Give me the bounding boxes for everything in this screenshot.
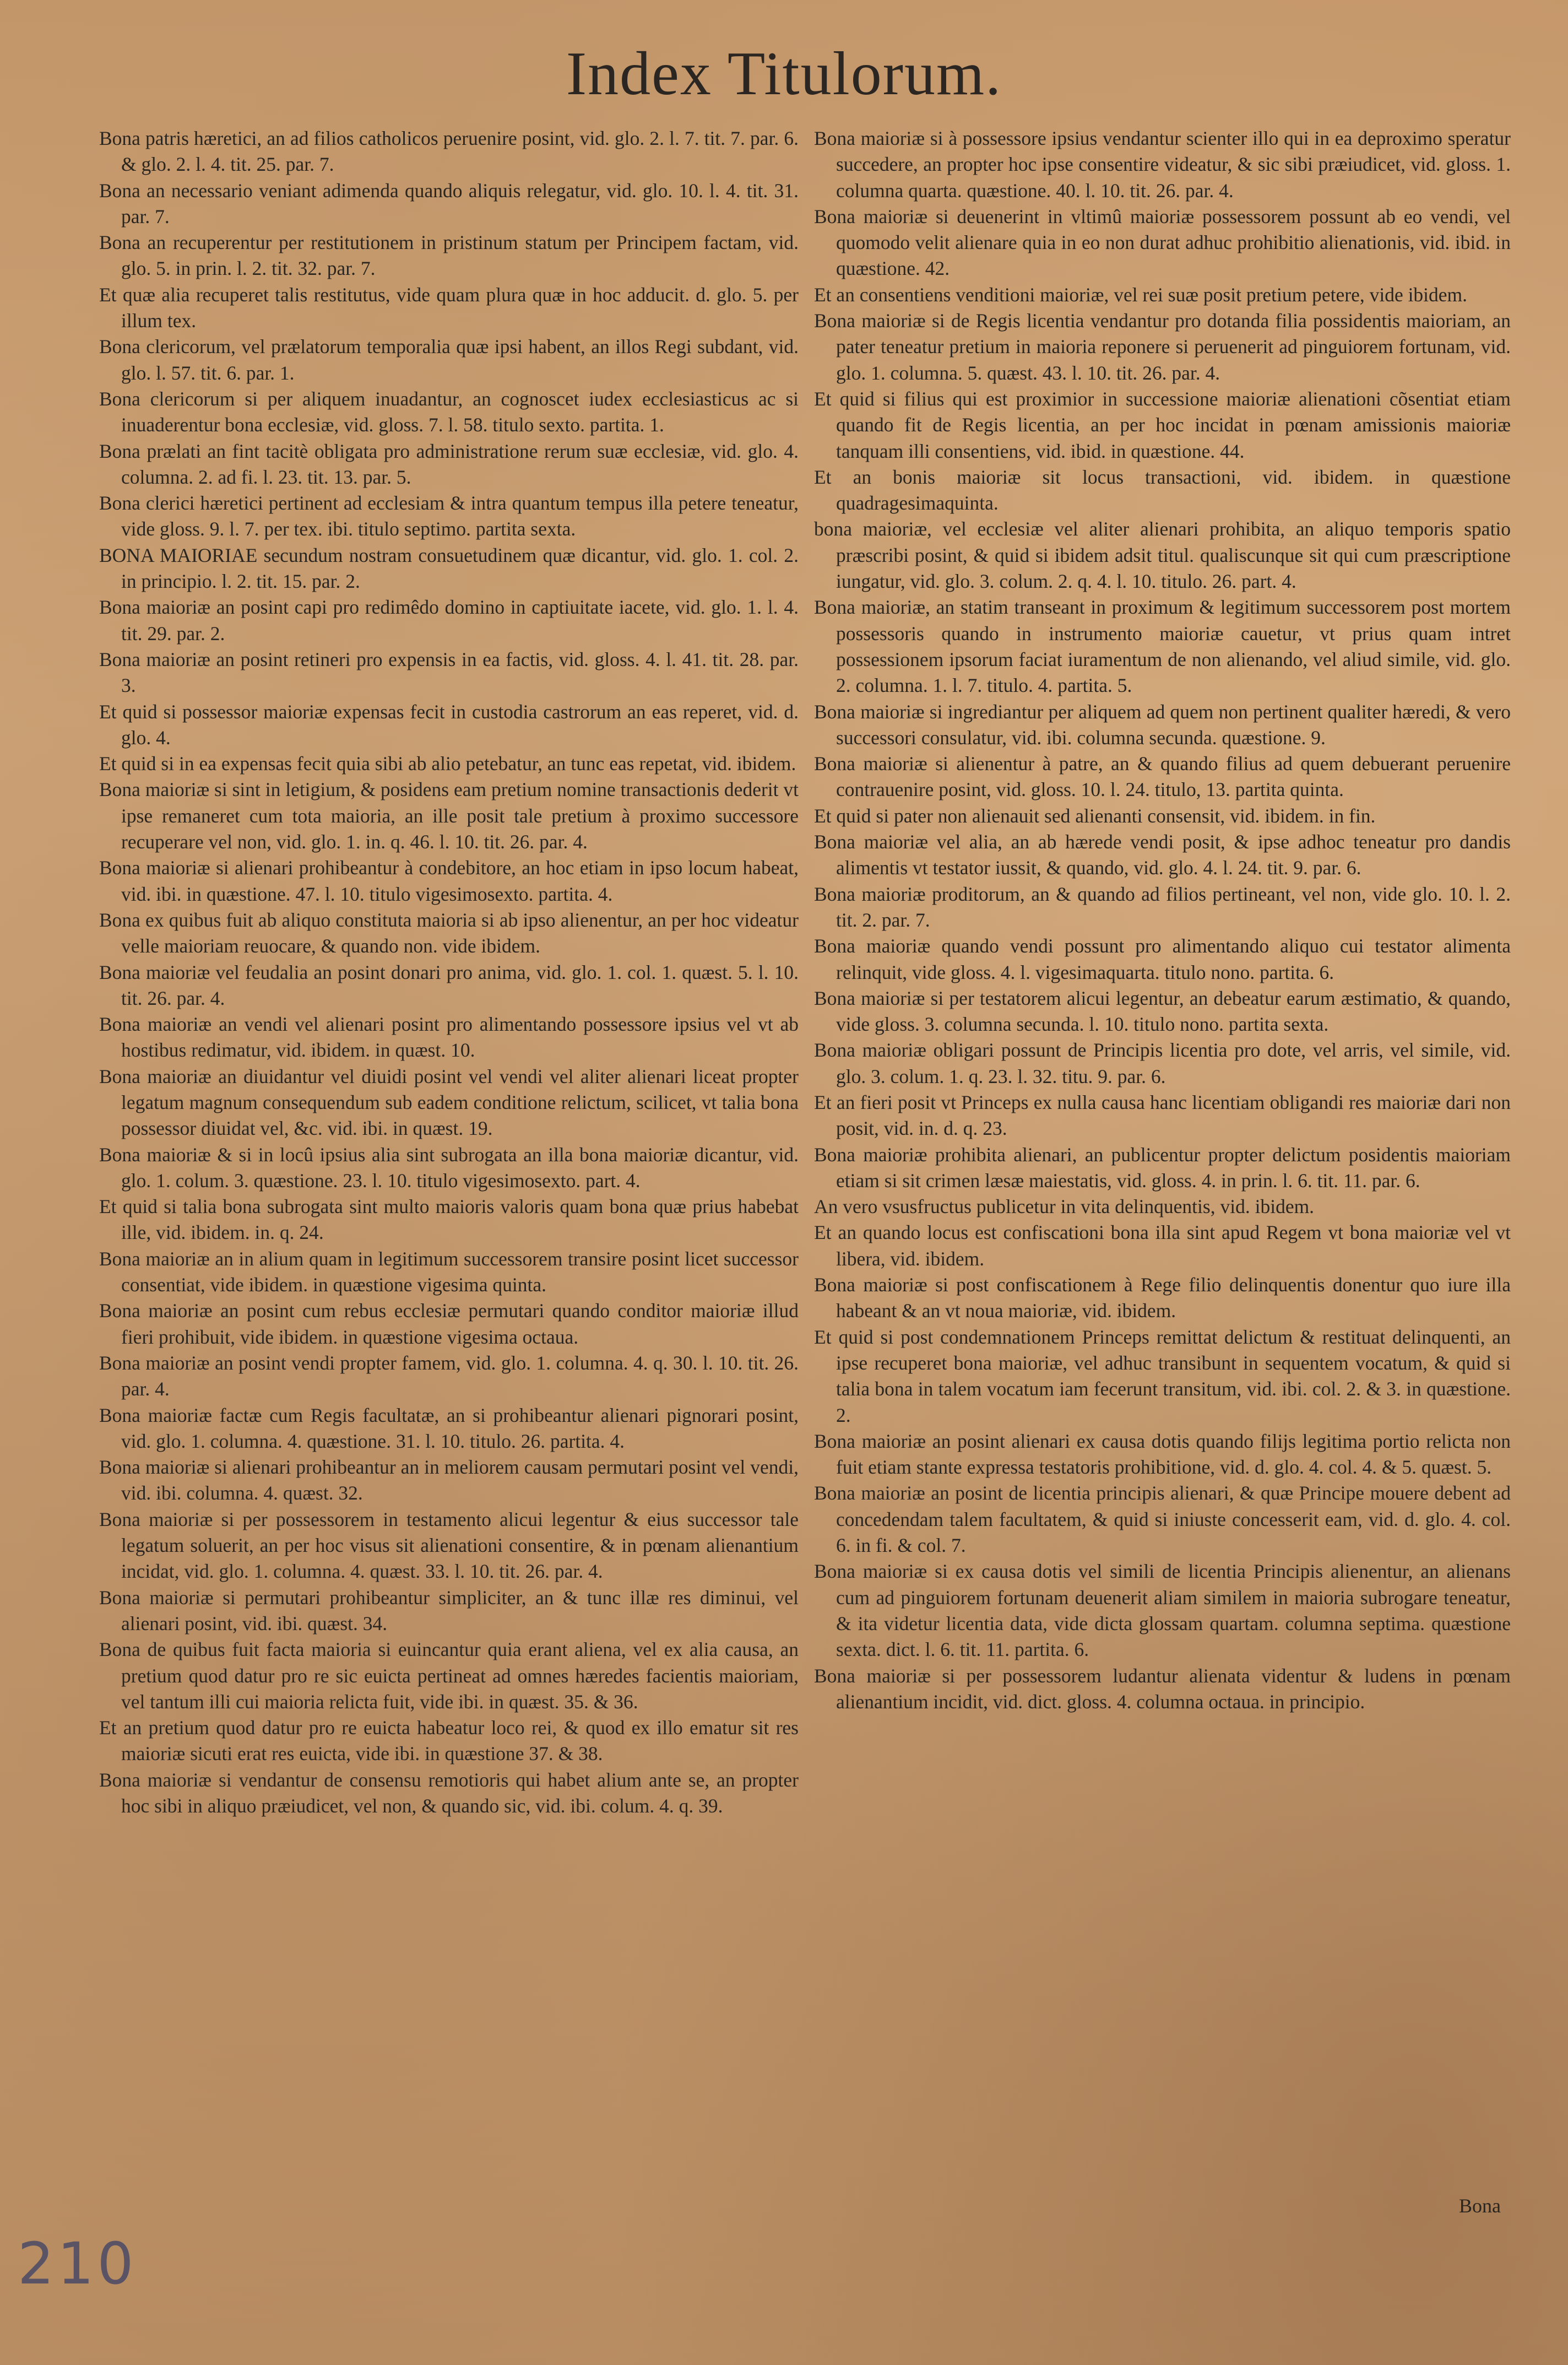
index-entry: Bona maioriæ si alienari prohibeantur an in meliorem causam permutari posint vel vendi, vid. ibi. columna. 4. quæst. 32. — [99, 1456, 799, 1504]
index-entry: Bona maioriæ si alienentur à patre, an & quando filius ad quem debuerant peruenire contrauenire posint, vid. gloss. 10. l. 24. titulo, 13. partita quinta. — [814, 753, 1511, 801]
index-entry: Bona maioriæ an posint capi pro redimêdo domino in captiuitate iacete, vid. glo. 1. l. 4. tit. 29. par. 2. — [99, 596, 799, 645]
index-entry: Bona clericorum si per aliquem inuadantur, an cognoscet iudex ecclesiasticus ac si inuaderentur bona ecclesiæ, vid. gloss. 7. l. 58. titulo sexto. partita. 1. — [99, 387, 799, 436]
index-entry: Et quid si possessor maioriæ expensas fecit in custodia castrorum an eas reperet, vid. d. glo. 4. — [99, 700, 799, 749]
index-entry: Bona maioriæ si alienari prohibeantur à condebitore, an hoc etiam in ipso locum habeat, vid. ibi. in quæstione. 47. l. 10. titulo vigesimosexto. partita. 4. — [99, 857, 799, 905]
index-entry: BONA MAIORIAE secundum nostram consuetudinem quæ dicantur, vid. glo. 1. col. 2. in principio. l. 2. tit. 15. par. 2. — [99, 544, 799, 593]
index-entry: Bona maioriæ & si in locû ipsius alia sint subrogata an illa bona maioriæ dicantur, vid. glo. 1. colum. 3. quæstione. 23. l. 10. titulo vigesimosexto. part. 4. — [99, 1143, 799, 1192]
index-entry: Et an quando locus est confiscationi bona illa sint apud Regem vt bona maioriæ vel vt libera, vid. ibidem. — [814, 1221, 1511, 1270]
index-entry: Et quid si in ea expensas fecit quia sibi ab alio petebatur, an tunc eas repetat, vid. ibidem. — [99, 753, 796, 775]
index-entry: Bona maioriæ si post confiscationem à Rege filio delinquentis donentur quo iure illa habeant & an vt noua maioriæ, vid. ibidem. — [814, 1274, 1511, 1322]
index-entry: Bona maioriæ si deuenerint in vltimû maioriæ possessorem possunt ab eo vendi, vel quomodo velit alienare quia in eo non durat adhuc prohibitio alienationis, vid. ibid. in quæstione. 42. — [814, 205, 1511, 280]
folio-number: 210 — [18, 2230, 137, 2297]
page-title: Index Titulorum. — [566, 40, 1002, 108]
index-entry: Bona maioriæ si vendantur de consensu remotioris qui habet alium ante se, an propter hoc sibi in aliquo præiudicet, vel non, & quando sic, vid. ibi. colum. 4. q. 39. — [99, 1768, 799, 1817]
index-entry: Et quid si post condemnationem Princeps remittat delictum & restituat delinquenti, an ipse recuperet bona maioriæ, vel adhuc transibunt in sequentem vocatum, & quid si talia bona in talem vocatum iam fecerunt transitum, vid. ibi. col. 2. & 3. in quæstione. 2. — [814, 1325, 1511, 1426]
index-entry: Bona maioriæ an diuidantur vel diuidi posint vel vendi vel aliter alienari liceat propter legatum magnum consequendum sub eadem conditione relictum, scilicet, vt talia bona possessor diuidat vel, &c. vid. ibi. in quæst. 19. — [99, 1065, 799, 1140]
index-entry: Bona maioriæ, an statim transeant in proximum & legitimum successorem post mortem possessoris quando in instrumento maioriæ cauetur, vt prius quam intret possessionem ipsorum faciat iuramentum de non alienando, vel aliud simile, vid. glo. 2. columna. 1. l. 7. titulo. 4. partita. 5. — [814, 596, 1511, 697]
index-entry: Bona an recuperentur per restitutionem in pristinum statum per Principem factam, vid. glo. 5. in prin. l. 2. tit. 32. par. 7. — [99, 231, 799, 280]
index-entry: Bona maioriæ quando vendi possunt pro alimentando aliquo cui testator alimenta relinquit, vide gloss. 4. l. vigesimaquarta. titulo nono. partita. 6. — [814, 935, 1511, 983]
index-entry: bona maioriæ, vel ecclesiæ vel aliter alienari prohibita, an aliquo temporis spatio præscribi posint, & quid si ibidem adsit titul. qualiscunque sit qui cum præscriptione iungatur, vid. glo. 3. colum. 2. q. 4. l. 10. titulo. 26. part. 4. — [814, 518, 1511, 593]
index-entry: Bona maioriæ vel feudalia an posint donari pro anima, vid. glo. 1. col. 1. quæst. 5. l. 10. tit. 26. par. 4. — [99, 961, 799, 1009]
index-entry: Bona maioriæ prohibita alienari, an publicentur propter delictum posidentis maioriam etiam si sit crimen læsæ maiestatis, vid. gloss. 4. in prin. l. 6. tit. 11. par. 6. — [814, 1143, 1511, 1192]
index-entry: Bona maioriæ an posint de licentia principis alienari, & quæ Principe mouere debent ad concedendam talem facultatem, & quid si iniuste concesserit eam, vid. d. glo. 4. col. 6. in fi. & col. 7. — [814, 1482, 1511, 1557]
index-entry: Et quæ alia recuperet talis restitutus, vide quam plura quæ in hoc adducit. d. glo. 5. per illum tex. — [99, 283, 799, 332]
index-entry: Bona maioriæ an posint vendi propter famem, vid. glo. 1. columna. 4. q. 30. l. 10. tit. 26. par. 4. — [99, 1351, 799, 1400]
index-entry: Bona patris hæretici, an ad filios catholicos peruenire posint, vid. glo. 2. l. 7. tit. 7. par. 6. & glo. 2. l. 4. tit. 25. par. 7. — [99, 127, 799, 176]
index-entry: Et quid si pater non alienauit sed alienanti consensit, vid. ibidem. in fin. — [814, 804, 1376, 827]
index-entry: Et an pretium quod datur pro re euicta habeatur loco rei, & quod ex illo ematur sit res maioriæ sicuti erat res euicta, vide ibi. in quæstione 37. & 38. — [99, 1717, 799, 1765]
index-entry: Bona maioriæ proditorum, an & quando ad filios pertineant, vel non, vide glo. 10. l. 2. tit. 2. par. 7. — [814, 883, 1511, 931]
index-entry: Bona maioriæ si ex causa dotis vel simili de licentia Principis alienentur, an alienans cum ad pinguiorem fortunam deuenerit aliam similem in maioria subrogare teneatur, & ita videtur licentia data, vide dicta glossam quartam. columna septima. quæstione sexta. dict. l. 6. tit. 11. partita. 6. — [814, 1560, 1511, 1661]
index-entry: Bona de quibus fuit facta maioria si euincantur quia erant aliena, vel ex alia causa, an pretium quod datur pro re sic euicta pertineat ad omnes hæredes facientis maioriam, vel tantum illi cui maioria relicta fuit, vide ibi. in quæst. 35. & 36. — [99, 1638, 799, 1713]
index-entry: Bona prælati an fint tacitè obligata pro administratione rerum suæ ecclesiæ, vid. glo. 4. columna. 2. ad fi. l. 23. tit. 13. par. 5. — [99, 440, 799, 488]
index-entry: Bona maioriæ factæ cum Regis facultatæ, an si prohibeantur alienari pignorari posint, vid. glo. 1. columna. 4. quæstione. 31. l. 10. titulo. 26. partita. 4. — [99, 1404, 799, 1452]
index-entry: Bona maioriæ si per possessorem ludantur alienata videntur & ludens in pœnam alienantium incidit, vid. dict. gloss. 4. columna octaua. in principio. — [814, 1664, 1511, 1713]
index-entry: Bona maioriæ obligari possunt de Principis licentia pro dote, vel arris, vel simile, vid. glo. 3. colum. 1. q. 23. l. 32. titu. 9. par. 6. — [814, 1039, 1511, 1087]
index-entry: Bona maioriæ si permutari prohibeantur simpliciter, an & tunc illæ res diminui, vel alienari posint, vid. ibi. quæst. 34. — [99, 1586, 799, 1635]
right-column — [814, 126, 1511, 1715]
index-entry: Bona maioriæ an posint alienari ex causa dotis quando filijs legitima portio relicta non fuit etiam stante expressa testatoris prohibitione, vid. d. glo. 4. col. 4. & 5. quæst. 5. — [814, 1430, 1511, 1479]
index-entry: Et quid si filius qui est proximior in successione maioriæ alienationi cõsentiat etiam quando fit de Regis licentia, an per hoc incidat in pœnam amissionis maioriæ tanquam illi consentiens, vid. ibid. in quæstione. 44. — [814, 387, 1511, 462]
index-entry: Bona maioriæ si sint in letigium, & posidens eam pretium nomine transactionis dederit vt ipse remaneret cum tota maioria, an ille posit tale pretium à proximo successore recuperare vel non, vid. glo. 1. in. q. 46. l. 10. tit. 26. par. 4. — [99, 778, 799, 853]
index-entry: Et quid si talia bona subrogata sint multo maioris valoris quam bona quæ prius habebat ille, vid. ibidem. in. q. 24. — [99, 1195, 799, 1244]
catchword: Bona — [1459, 2195, 1501, 2217]
index-entry: Bona maioriæ si de Regis licentia vendantur pro dotanda filia possidentis maioriam, an pater teneatur pretium in maioria reponere si peruenerit ad pinguiorem fortunam, vid. glo. 1. columna. 5. quæst. 43. l. 10. tit. 26. par. 4. — [814, 310, 1511, 384]
index-entry: Bona maioriæ an posint cum rebus ecclesiæ permutari quando conditor maioriæ illud fieri prohibuit, vide ibidem. in quæstione vigesima octaua. — [99, 1300, 799, 1348]
index-entry: Bona maioriæ vel alia, an ab hærede vendi posit, & ipse adhoc teneatur pro dandis alimentis vt testator iussit, & quando, vid. glo. 4. l. 24. tit. 9. par. 6. — [814, 831, 1511, 879]
index-entry: Bona an necessario veniant adimenda quando aliquis relegatur, vid. glo. 10. l. 4. tit. 31. par. 7. — [99, 179, 799, 228]
index-entry: Et an bonis maioriæ sit locus transactioni, vid. ibidem. in quæstione quadragesimaquinta. — [814, 466, 1511, 515]
index-entry: Bona clericorum, vel prælatorum temporalia quæ ipsi habent, an illos Regi subdant, vid. glo. l. 57. tit. 6. par. 1. — [99, 335, 799, 384]
index-entry: Bona maioriæ si à possessore ipsius vendantur scienter illo qui in ea deproximo speratur succedere, an propter hoc ipse consentire videatur, & sic sibi præiudicet, vid. gloss. 1. columna quarta. quæstione. 40. l. 10. tit. 26. par. 4. — [814, 127, 1511, 202]
index-entry: Bona maioriæ si per testatorem alicui legentur, an debeatur earum æstimatio, & quando, vide gloss. 3. columna secunda. l. 10. titulo nono. partita sexta. — [814, 987, 1511, 1036]
index-entry: Bona maioriæ an in alium quam in legitimum successorem transire posint licet successor consentiat, vide ibidem. in quæstione vigesima quinta. — [99, 1247, 799, 1296]
index-entry: Bona ex quibus fuit ab aliquo constituta maioria si ab ipso alienentur, an per hoc videatur velle maioriam reuocare, & quando non. vide ibidem. — [99, 908, 799, 957]
index-entry: Bona maioriæ an posint retineri pro expensis in ea factis, vid. gloss. 4. l. 41. tit. 28. par. 3. — [99, 648, 799, 697]
index-entry: Bona maioriæ an vendi vel alienari posint pro alimentando possessore ipsius vel vt ab hostibus redimatur, vid. ibidem. in quæst. 10. — [99, 1013, 799, 1062]
left-column — [99, 126, 799, 1819]
index-entry: An vero vsusfructus publicetur in vita delinquentis, vid. ibidem. — [814, 1195, 1315, 1218]
index-entry: Bona clerici hæretici pertinent ad ecclesiam & intra quantum tempus illa petere teneatur, vide gloss. 9. l. 7. per tex. ibi. titulo septimo. partita sexta. — [99, 492, 799, 540]
index-entry: Et an fieri posit vt Princeps ex nulla causa hanc licentiam obligandi res maioriæ dari non posit, vid. in. d. q. 23. — [814, 1091, 1511, 1140]
index-entry: Bona maioriæ si ingrediantur per aliquem ad quem non pertinent qualiter hæredi, & vero successori consulatur, vid. ibi. columna secunda. quæstione. 9. — [814, 700, 1511, 749]
index-entry: Bona maioriæ si per possessorem in testamento alicui legentur & eius successor tale legatum soluerit, an per hoc visus sit alienationi consentire, & in pœnam alienantium incidat, vid. glo. 1. columna. 4. quæst. 33. l. 10. tit. 26. par. 4. — [99, 1508, 799, 1583]
index-entry: Et an consentiens venditioni maioriæ, vel rei suæ posit pretium petere, vide ibidem. — [814, 283, 1468, 306]
